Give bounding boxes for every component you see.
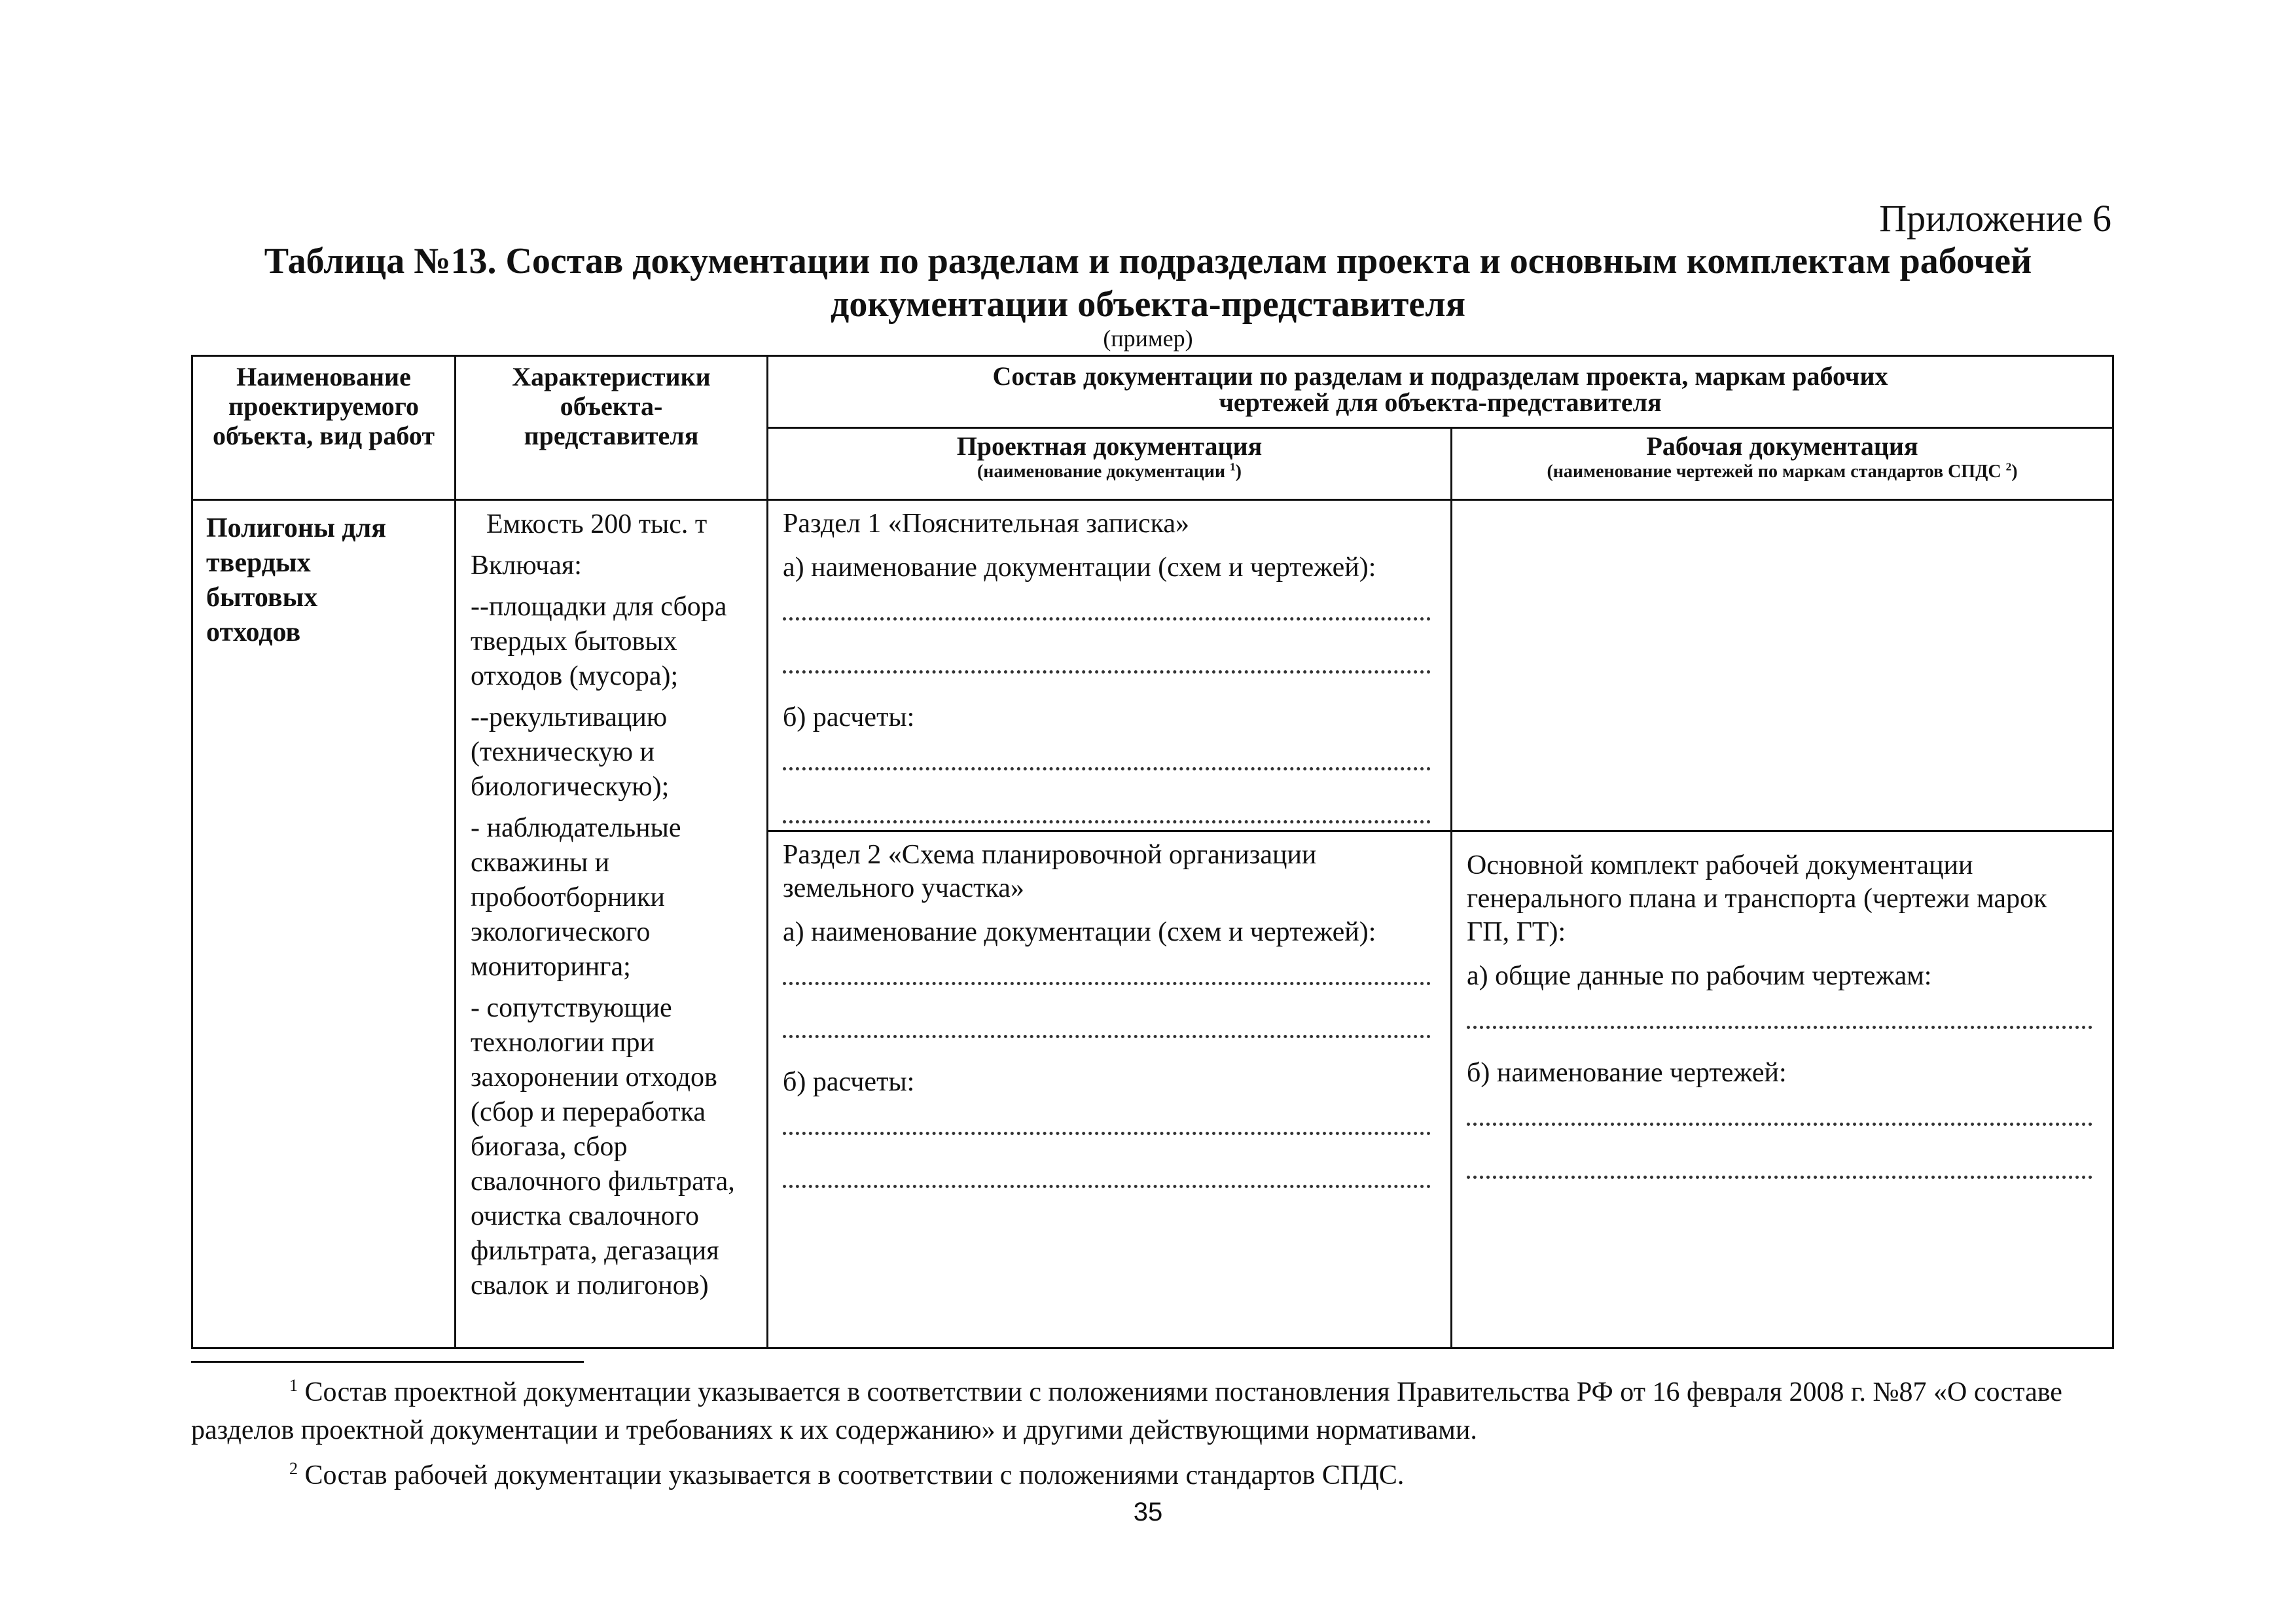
section1-item-b: б) расчеты: (783, 702, 915, 732)
dotted-fill-line (783, 960, 1431, 985)
work-set-cell (1452, 831, 2113, 1348)
documentation-table (191, 355, 2114, 1349)
dotted-fill-line (1467, 1153, 2092, 1179)
characteristic-item: --площадки для сбора твердых бытовых отходов (мусора); (471, 592, 727, 691)
object-name-line: Полигоны для (206, 513, 386, 543)
dotted-fill-line (783, 1163, 1431, 1188)
footnote-text: Состав рабочей документации указывается в соответствии с положениями стандартов СПДС. (298, 1460, 1405, 1490)
characteristic-item: --рекультивацию (техническую и биологическую); (471, 702, 670, 802)
object-name-line: отходов (206, 617, 301, 647)
table-title: Таблица №13. Состав документации по разделам и подразделам проекта и основным комплектам рабочей документации объекта-представителя (264, 241, 2032, 325)
footnote-separator (191, 1361, 584, 1363)
object-name-cell (192, 500, 456, 1348)
characteristic-item: - сопутствующие технологии при захоронении отходов (сбор и переработка биогаза, сбор свалочного фильтрата, очистка свалочного фильтрата, дегазация свалок и полигонов) (471, 993, 735, 1301)
header-work-docs: Рабочая документация (наименование чертежей по маркам стандартов СПДС $^2$) (1452, 428, 2113, 500)
header-composition: Состав документации по разделам и подразделам проекта, маркам рабочих чертежей для объекта-представителя (768, 356, 2113, 428)
dotted-fill-line (783, 798, 1431, 823)
footnote-2 (191, 1456, 2112, 1494)
footnote-marker: 1 (289, 1376, 298, 1395)
characteristics-cell (456, 500, 768, 1348)
work-docs-empty-cell (1452, 500, 2113, 831)
object-name-line: твердых (206, 548, 311, 578)
dotted-fill-line (783, 1110, 1431, 1135)
characteristic-item: Емкость 200 тыс. т (486, 509, 708, 539)
section1-item-a: а) наименование документации (схем и чертежей): (783, 552, 1376, 583)
dotted-fill-line (783, 648, 1431, 674)
section2-title: Раздел 2 «Схема планировочной организации земельного участка» (783, 840, 1317, 903)
dotted-fill-line (783, 745, 1431, 770)
work-set-title: Основной комплект рабочей документации генерального плана и транспорта (чертежи марок ГП, ГТ): (1467, 850, 2047, 947)
header-project-docs: Проектная документация (наименование документации $^1$) (768, 428, 1452, 500)
header-characteristics: Характеристики объекта-представителя (456, 356, 768, 500)
section1-cell (768, 500, 1452, 831)
appendix-label: Приложение 6 (1879, 197, 2111, 240)
characteristic-item: - наблюдательные скважины и пробоотборники экологического мониторинга; (471, 813, 681, 982)
dotted-fill-line (783, 595, 1431, 621)
footnote-text: Состав проектной документации указывается в соответствии с положениями постановления Правительства РФ от 16 февраля 2008 г. №87 «О составе разделов проектной документации и требованиях к их содержанию» и другими действующими нормативами. (191, 1377, 2062, 1445)
table-subtitle: (пример) (1103, 325, 1193, 352)
characteristic-item: Включая: (471, 550, 582, 581)
object-name-line: бытовых (206, 583, 318, 613)
work-set-item-a: а) общие данные по рабочим чертежам: (1467, 961, 1932, 991)
work-set-item-b: б) наименование чертежей: (1467, 1058, 1787, 1088)
dotted-fill-line (1467, 1003, 2092, 1029)
dotted-fill-line (783, 1013, 1431, 1038)
header-object: Наименование проектируемого объекта, вид работ (192, 356, 456, 500)
section2-item-b: б) расчеты: (783, 1067, 915, 1097)
page-number: 35 (1133, 1498, 1163, 1526)
dotted-fill-line (1467, 1100, 2092, 1126)
footnote-1 (191, 1373, 2112, 1449)
section2-cell (768, 831, 1452, 1348)
section2-item-a: а) наименование документации (схем и чертежей): (783, 917, 1376, 947)
footnote-marker: 2 (289, 1459, 298, 1478)
header-work-docs-note: (наименование чертежей по маркам стандартов СПДС $^2$) (1547, 460, 2018, 482)
section1-title: Раздел 1 «Пояснительная записка» (783, 509, 1189, 539)
header-project-docs-note: (наименование документации $^1$) (977, 460, 1242, 482)
